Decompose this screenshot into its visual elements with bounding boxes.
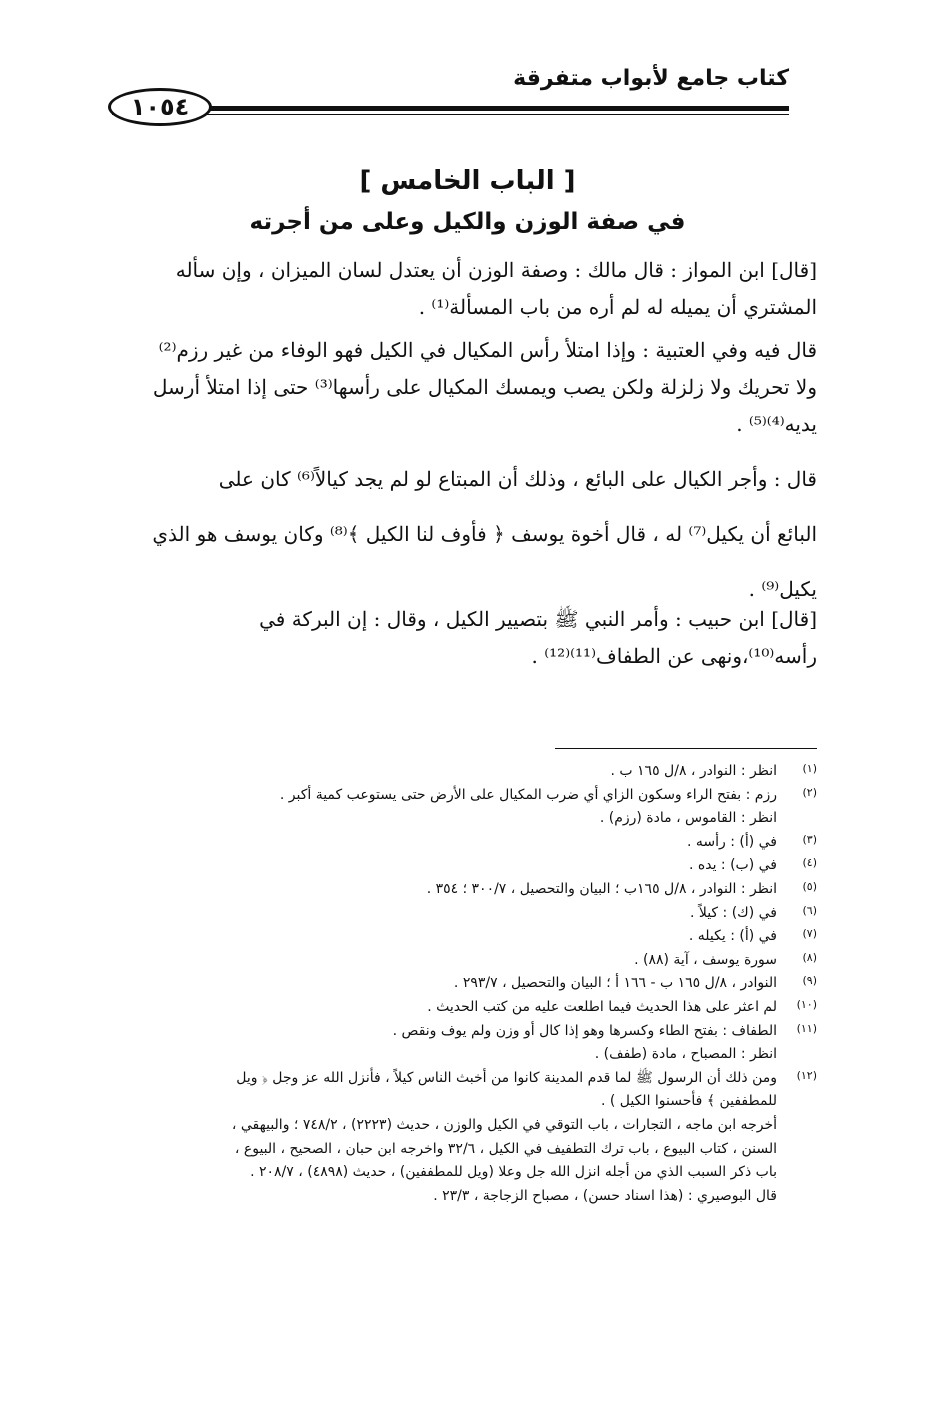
paragraph-3 (117, 452, 817, 617)
footnote-line: سورة يوسف ، آية (٨٨) . (634, 951, 777, 968)
footnote-line: لم اعثر على هذا الحديث فيما اطلعت عليه من كتب الحديث . (427, 998, 777, 1015)
paragraph-4 (117, 601, 817, 675)
footnote-line: باب ذكر السبب الذي من أجله انزل الله جل وعلا (ويل للمطففين) ، حديث (٤٨٩٨) ، ٢٠٨/٧ . (250, 1164, 777, 1181)
paragraph-line: رأسه⁽¹⁰⁾،ونهى عن الطفاف⁽¹¹⁾⁽¹²⁾ . (531, 644, 817, 668)
footnote (115, 972, 817, 996)
footnote (115, 925, 817, 949)
footnote-separator (555, 748, 817, 749)
footnote-line: ومن ذلك أن الرسول ﷺ لما قدم المدينة كانوا من أخبث الناس كيلاً ، فأنزل الله عز وجل ﴿ ويل (236, 1069, 777, 1086)
paragraph-line: قال فيه وفي العتبية : وإذا امتلأ رأس المكيال في الكيل فهو الوفاء من غير رزم⁽²⁾ (158, 338, 817, 362)
chapter-heading: [ الباب الخامس ] (359, 166, 576, 196)
paragraph-line: يكيل⁽⁹⁾ . (748, 577, 817, 601)
footnote-number: (٨) (802, 950, 817, 964)
footnote-line: انظر : المصباح ، مادة (طفف) . (594, 1046, 777, 1063)
footnote-line: انظر : القاموس ، مادة (رزم) . (599, 810, 777, 827)
footnote-line: السنن ، كتاب البيوع ، باب ترك التطفيف في الكيل ، ٣٢/٦ واخرجه ابن حبان ، الصحيح ، البيوع ، (234, 1140, 777, 1157)
running-title: كتاب جامع لأبواب متفرقة (513, 66, 789, 91)
footnote (115, 902, 817, 926)
footnote-line: في (أ) : يكيله . (688, 928, 777, 945)
page-number-frame (108, 88, 212, 126)
paragraph-1 (117, 252, 817, 326)
footnote-line: في (ك) : كيلاً . (689, 904, 777, 921)
header-rule-thin (112, 114, 789, 115)
footnote-line: قال البوصيري : (هذا اسناد حسن) ، مصباح الزجاجة ، ٢٣/٣ . (433, 1187, 777, 1204)
footnote (115, 760, 817, 784)
paragraph-line: ولا تحريك ولا زلزلة ولكن يصب ويمسك المكيال على رأسها⁽³⁾ حتى إذا امتلأ أرسل (152, 375, 817, 399)
footnote-number: (١١) (796, 1021, 817, 1035)
paragraph-line: [قال] ابن المواز : قال مالك : وصفة الوزن أن يعتدل لسان الميزان ، وإن سأله (175, 258, 817, 282)
footnote-line: في (ب) : يده . (688, 857, 777, 874)
paragraph-line: يديه⁽⁴⁾⁽⁵⁾ . (736, 412, 817, 436)
footnote-number: (٤) (802, 856, 817, 870)
paragraph-2 (117, 332, 817, 443)
footnote-number: (٩) (802, 974, 817, 988)
footnote (115, 1020, 817, 1067)
footnote-line: في (أ) : رأسه . (686, 833, 777, 850)
footnote-number: (٥) (802, 879, 817, 893)
footnote-number: (١٢) (796, 1068, 817, 1082)
footnote-line: انظر : النوادر ، ٨/ل ١٦٥ب ؛ البيان والتحصيل ، ٣٠٠/٧ ؛ ٣٥٤ . (426, 880, 777, 897)
footnote (115, 996, 817, 1020)
footnote-line: أخرجه ابن ماجه ، التجارات ، باب التوقي في الكيل والوزن ، حديث (٢٢٢٣) ، ٧٤٨/٢ ؛ والبيهقي ، (231, 1116, 777, 1133)
footnote (115, 854, 817, 878)
footnote (115, 949, 817, 973)
footnote-number: (٣) (802, 832, 817, 846)
header-rule (112, 106, 789, 111)
footnote-line: الطفاف : بفتح الطاء وكسرها وهو إذا كال أو وزن ولم يوف ونقص . (392, 1022, 777, 1039)
footnote-line: للمطففين ﴾ فأحسنوا الكيل ) . (600, 1093, 777, 1110)
footnote (115, 878, 817, 902)
footnote-line: النوادر ، ٨/ل ١٦٥ ب - ١٦٦ أ ؛ البيان والتحصيل ، ٢٩٣/٧ . (453, 975, 777, 992)
footnote-number: (٢) (802, 785, 817, 799)
footnote (115, 1067, 817, 1209)
page-number: ١٠٥٤ (130, 93, 190, 121)
footnote-number: (٧) (802, 927, 817, 941)
paragraph-line: قال : وأجر الكيال على البائع ، وذلك أن المبتاع لو لم يجد كيالاً⁽⁶⁾ كان على (218, 467, 817, 491)
footnote-line: رزم : بفتح الراء وسكون الزاي أي ضرب المكيال على الأرض حتى يستوعب كمية أكبر . (279, 786, 777, 803)
footnote (115, 831, 817, 855)
footnote (115, 784, 817, 831)
footnote-number: (١٠) (796, 997, 817, 1011)
footnotes (115, 760, 817, 1208)
footnote-number: (٦) (802, 903, 817, 917)
chapter-subheading: في صفة الوزن والكيل وعلى من أجرته (249, 209, 686, 235)
paragraph-line: المشتري أن يميله له لم أره من باب المسألة⁽¹⁾ . (418, 295, 817, 319)
footnote-number: (١) (802, 762, 817, 775)
paragraph-line: البائع أن يكيل⁽⁷⁾ له ، قال أخوة يوسف ﴿ فأوف لنا الكيل ﴾⁽⁸⁾ وكان يوسف هو الذي (152, 522, 817, 546)
paragraph-line: [قال] ابن حبيب : وأمر النبي ﷺ بتصيير الكيل ، وقال : إن البركة في (259, 607, 817, 631)
footnote-line: انظر : النوادر ، ٨/ل ١٦٥ ب . (610, 763, 777, 779)
